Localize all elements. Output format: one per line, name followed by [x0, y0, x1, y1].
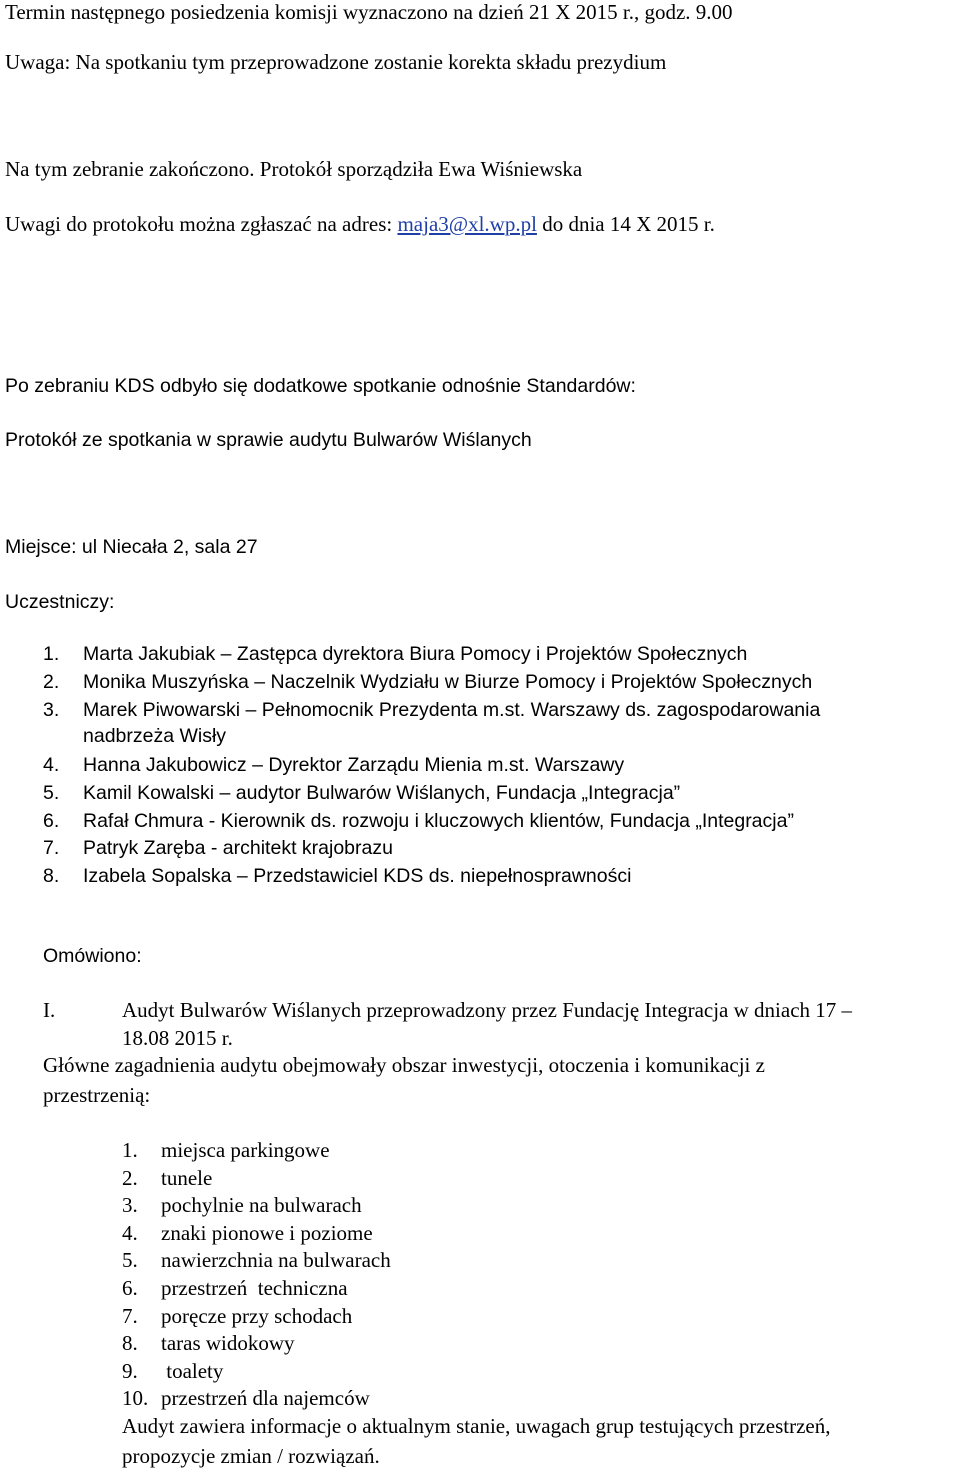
discussed-label: Omówiono: — [43, 945, 142, 967]
participant-item: Marek Piwowarski – Pełnomocnik Prezydenta m.st. Warszawy ds. zagospodarowania — [83, 699, 821, 721]
next-meeting-text: Termin następnego posiedzenia komisji wyznaczono na dzień 21 X 2015 r., godz. 9.00 — [5, 0, 733, 24]
section-line-1: Audyt Bulwarów Wiślanych przeprowadzony przez Fundację Integracja w dniach 17 – — [122, 998, 853, 1022]
participant-item: Monika Muszyńska – Naczelnik Wydziału w Biurze Pomocy i Projektów Społecznych — [83, 671, 813, 693]
participant-number: 7. — [43, 837, 60, 859]
participants-label: Uczestniczy: — [5, 591, 115, 613]
meeting-intro: Po zebraniu KDS odbyło się dodatkowe spotkanie odnośnie Standardów: — [5, 375, 636, 397]
participant-number: 3. — [43, 699, 60, 721]
remarks-email-link[interactable]: maja3@xl.wp.pl — [397, 212, 537, 236]
topic-number: 3. — [122, 1193, 138, 1218]
meeting-title: Protokół ze spotkania w sprawie audytu Bulwarów Wiślanych — [5, 429, 532, 451]
topic-item: znaki pionowe i poziome — [161, 1220, 373, 1245]
topic-item: pochylnie na bulwarach — [161, 1193, 362, 1218]
scope-line-1: Główne zagadnienia audytu obejmowały obszar inwestycji, otoczenia i komunikacji z — [43, 1053, 765, 1077]
participant-item: nadbrzeża Wisły — [83, 725, 227, 747]
participant-item: Rafał Chmura - Kierownik ds. rozwoju i kluczowych klientów, Fundacja „Integracja” — [83, 810, 794, 832]
topic-number: 9. — [122, 1358, 138, 1383]
participant-item: Patryk Zaręba - architekt krajobrazu — [83, 837, 393, 859]
topic-number: 7. — [122, 1303, 138, 1328]
section-line-2: 18.08 2015 r. — [122, 1026, 233, 1050]
topic-item: taras widokowy — [161, 1331, 295, 1356]
scope-line-2: przestrzenią: — [43, 1083, 151, 1107]
topic-item: miejsca parkingowe — [161, 1138, 330, 1162]
remarks-suffix: do dnia 14 X 2015 r. — [536, 212, 715, 236]
topic-item: poręcze przy schodach — [161, 1303, 353, 1328]
participant-item: Marta Jakubiak – Zastępca dyrektora Biura Pomocy i Projektów Społecznych — [83, 643, 748, 665]
participant-item: Izabela Sopalska – Przedstawiciel KDS ds. niepełnosprawności — [83, 865, 632, 887]
topic-item: nawierzchnia na bulwarach — [161, 1248, 391, 1273]
topic-number: 1. — [122, 1138, 138, 1162]
participant-number: 5. — [43, 782, 60, 804]
note-text: Uwaga: Na spotkaniu tym przeprowadzone zostanie korekta składu prezydium — [5, 50, 667, 74]
summary-line-2: propozycje zmian / rozwiązań. — [122, 1444, 380, 1468]
topic-number: 4. — [122, 1220, 138, 1245]
participant-number: 4. — [43, 754, 60, 776]
meeting-place: Miejsce: ul Niecała 2, sala 27 — [5, 536, 258, 558]
section-number: I. — [43, 998, 56, 1022]
participant-number: 2. — [43, 671, 60, 693]
topic-number: 8. — [122, 1331, 138, 1356]
remarks-line — [5, 212, 715, 236]
topic-number: 5. — [122, 1248, 138, 1273]
closing-text: Na tym zebranie zakończono. Protokół sporządziła Ewa Wiśniewska — [5, 157, 583, 181]
participant-number: 8. — [43, 865, 60, 887]
topic-item: tunele — [161, 1165, 213, 1190]
topic-number: 2. — [122, 1165, 138, 1190]
topic-number: 10. — [122, 1386, 149, 1411]
topic-item: toalety — [161, 1358, 224, 1383]
participant-item: Kamil Kowalski – audytor Bulwarów Wiślanych, Fundacja „Integracja” — [83, 782, 681, 804]
topic-number: 6. — [122, 1276, 138, 1300]
topic-item: przestrzeń techniczna — [161, 1276, 348, 1300]
participant-number: 6. — [43, 810, 60, 832]
participant-number: 1. — [43, 643, 60, 665]
topic-item: przestrzeń dla najemców — [161, 1386, 370, 1411]
summary-line-1: Audyt zawiera informacje o aktualnym stanie, uwagach grup testujących przestrzeń, — [122, 1414, 831, 1438]
remarks-prefix: Uwagi do protokołu można zgłaszać na adres: — [5, 212, 398, 236]
participant-item: Hanna Jakubowicz – Dyrektor Zarządu Mienia m.st. Warszawy — [83, 754, 625, 776]
